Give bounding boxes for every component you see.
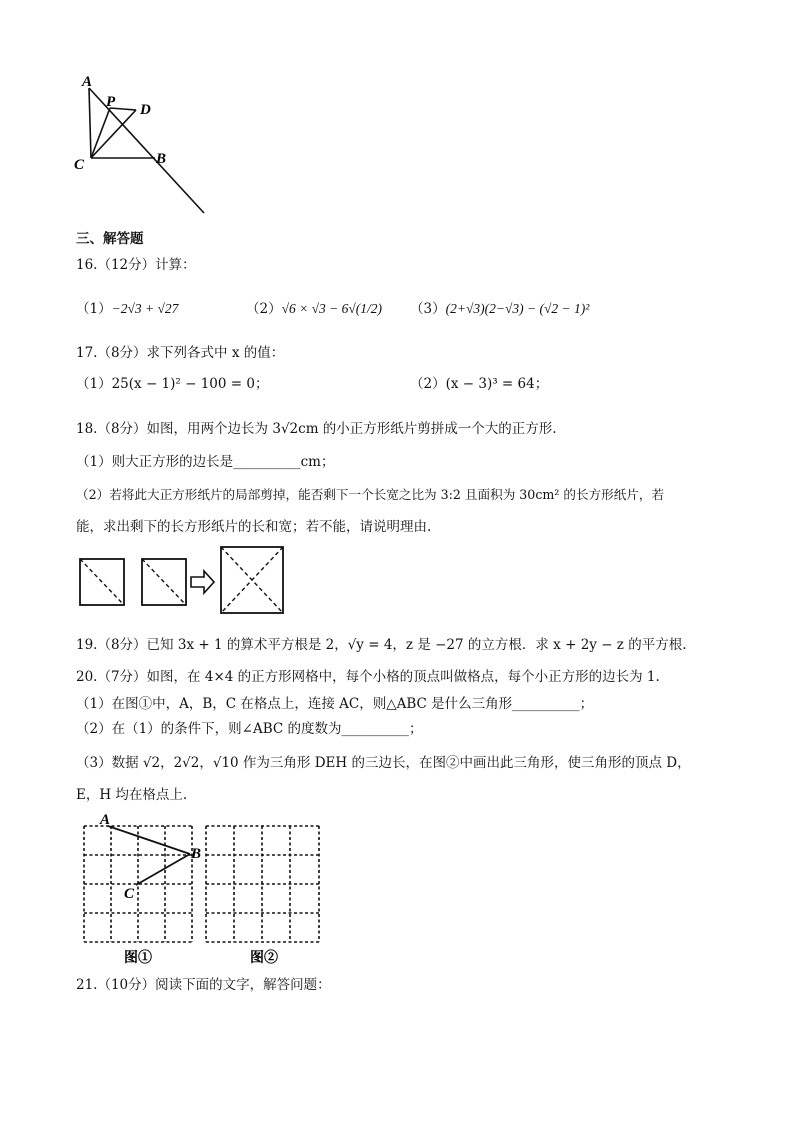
label-P: P [106, 94, 116, 110]
section-title: 三、解答题 [76, 231, 144, 247]
q21-head: 21.（10分）阅读下面的文字，解答问题： [76, 977, 331, 993]
squares-figure [76, 545, 292, 617]
grid-label-B: B [191, 846, 202, 862]
q16-part3-label: （3） [410, 301, 446, 317]
q16-part2-label: （2） [246, 301, 282, 317]
grid-label-A: A [100, 812, 111, 828]
q18-head: 18.（8分）如图，用两个边长为 3√2cm 的小正方形纸片剪拼成一个大的正方形. [76, 421, 557, 437]
triangle-figure [70, 68, 220, 220]
q16-part1 [76, 300, 178, 318]
q16-part1-expr: −2√3 + √27 [111, 301, 179, 316]
q16-part2 [246, 300, 382, 318]
q20-part3-line2: E，H 均在格点上. [76, 787, 188, 803]
q20-part2: （2）在（1）的条件下，则∠ABC 的度数为__________； [76, 721, 423, 737]
label-C: C [74, 157, 85, 173]
q16-part3-expr: (2+√3)(2−√3) − (√2 − 1)² [445, 301, 590, 316]
q20-head: 20.（7分）如图，在 4×4 的正方形网格中，每个小格的顶点叫做格点，每个小正方形的边长为 1. [76, 669, 660, 685]
q16-part3 [410, 300, 589, 318]
q17-part2: （2）(x − 3)³ = 64； [410, 376, 549, 392]
label-B: B [156, 151, 167, 167]
fig1-caption: 图① [124, 949, 152, 965]
q18-part2-line2: 能，求出剩下的长方形纸片的长和宽；若不能，请说明理由. [76, 519, 432, 535]
q18-part2-line1: （2）若将此大正方形纸片的局部剪掉，能否剩下一个长宽之比为 3:2 且面积为 30cm² 的长方形纸片，若 [76, 487, 665, 502]
fig2-caption: 图② [250, 949, 278, 965]
q20-part3-line1: （3）数据 √2，2√2，√10 作为三角形 DEH 的三边长，在图②中画出此三角形，使三角形的顶点 D， [76, 755, 691, 771]
q20-part1: （1）在图①中，A，B，C 在格点上，连接 AC，则△ABC 是什么三角形__________； [76, 696, 594, 712]
q18-part1: （1）则大正方形的边长是__________cm； [76, 454, 335, 470]
q19-text: 19.（8分）已知 3x + 1 的算术平方根是 2，√y = 4，z 是 −27 的立方根．求 x + 2y − z 的平方根. [76, 637, 687, 653]
grid-figures [78, 810, 328, 970]
q16-part2-expr: √6 × √3 − 6√(1/2) [281, 301, 383, 316]
q17-head: 17.（8分）求下列各式中 x 的值： [76, 345, 285, 361]
label-A: A [82, 74, 93, 90]
label-D: D [140, 102, 151, 118]
grid-label-C: C [124, 886, 135, 902]
q17-part1: （1）25(x − 1)² − 100 = 0； [76, 376, 269, 392]
grid-2 [206, 826, 319, 942]
q16-part1-label: （1） [76, 301, 112, 317]
q16-head: 16.（12分）计算： [76, 257, 196, 273]
